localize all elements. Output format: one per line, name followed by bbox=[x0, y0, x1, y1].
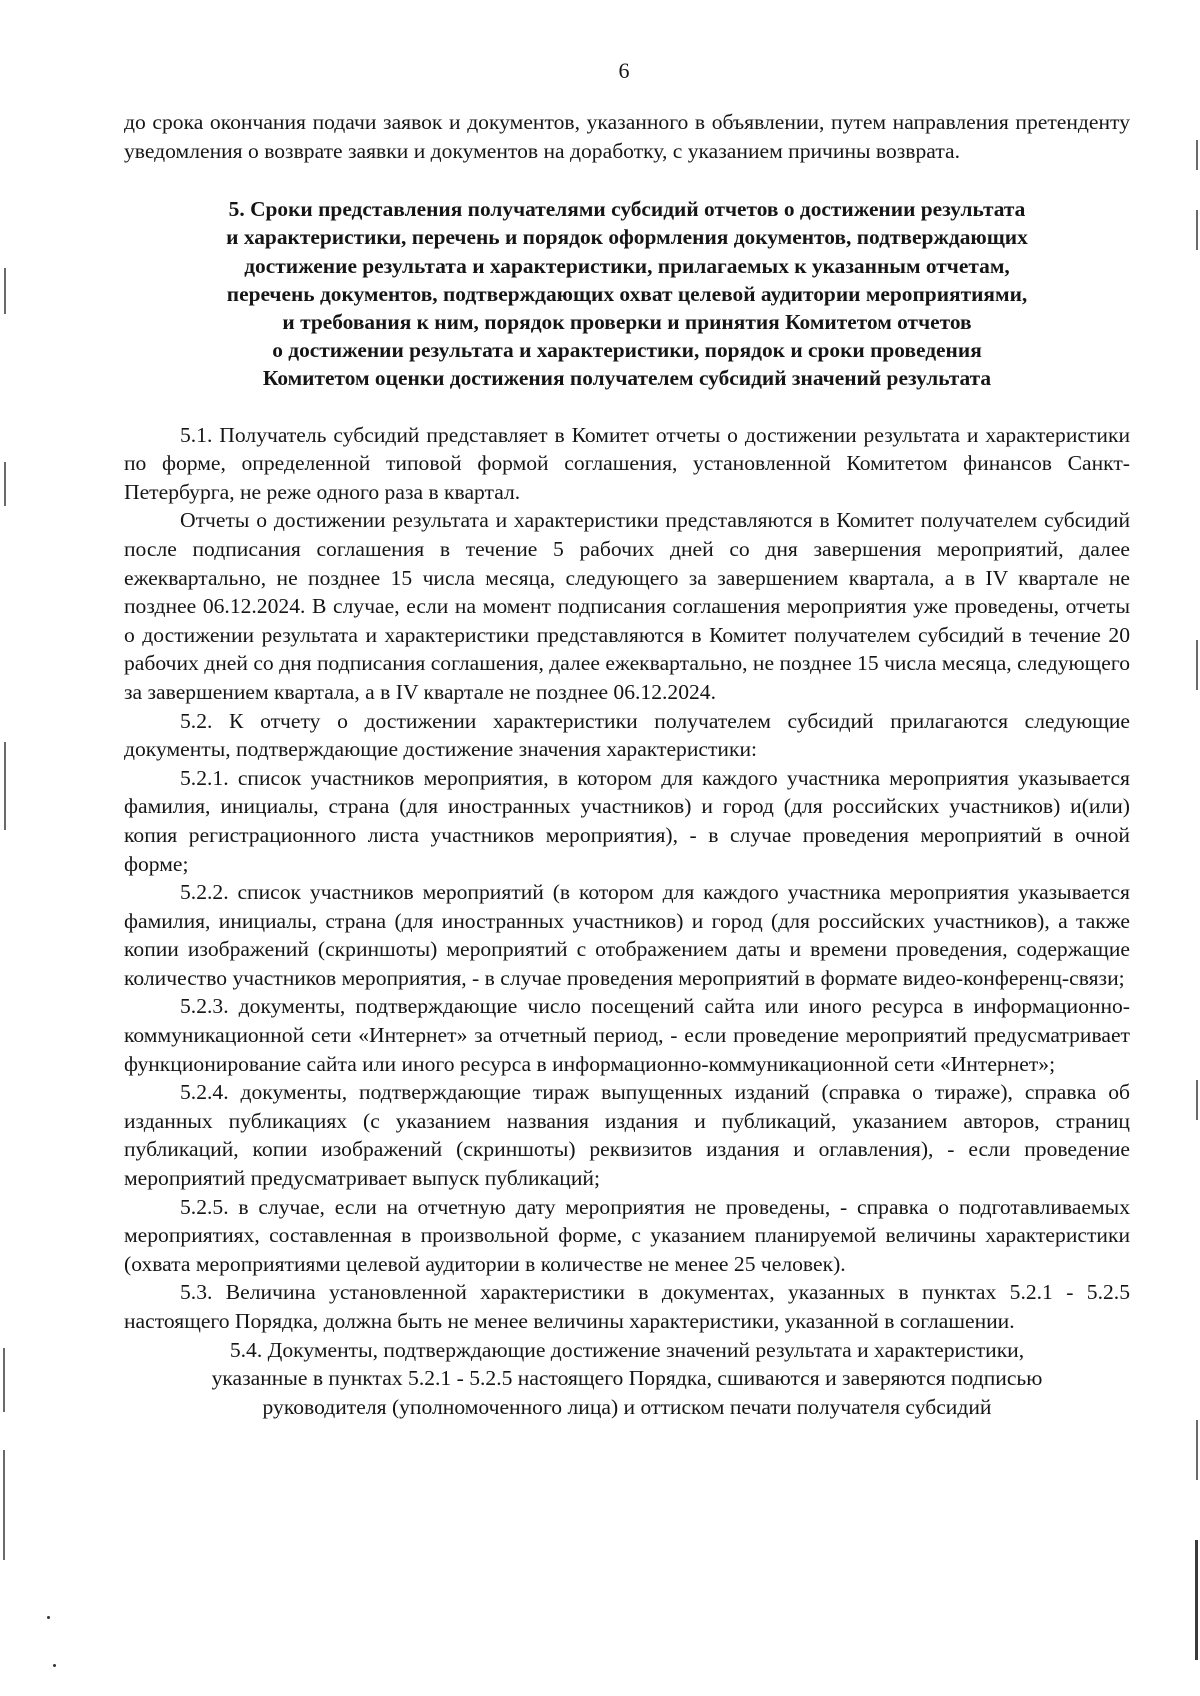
paragraph-5-2-4: 5.2.4. документы, подтверждающие тираж выпущенных изданий (справка о тираже), справка об изданных публикациях (с указанием названия издания и публикаций, указанием авторов, страниц публикаций, копии изображений (скриншоты) реквизитов издания и оглавления), - если проведение мероприятий предусматривает выпуск публикаций; bbox=[124, 1080, 1130, 1191]
scan-edge-mark bbox=[1196, 1080, 1198, 1120]
scan-edge-mark bbox=[4, 462, 6, 506]
paragraph-5-4: 5.4. Документы, подтверждающие достижение значений результата и характеристики, указанные в пунктах 5.2.1 - 5.2.5 настоящего Порядка, сшиваются и заверяются подписью руководителя (уполномоченного лица) и оттиском печати получателя субсидий bbox=[211, 1337, 1043, 1419]
scan-edge-mark bbox=[3, 1348, 5, 1412]
section-heading-line: перечень документов, подтверждающих охват целевой аудитории мероприятиями, bbox=[226, 281, 1028, 306]
intro-paragraph: до срока окончания подачи заявок и документов, указанного в объявлении, путем направления претенденту уведомления о возврате заявки и документов на доработку, с указанием причины возврата. bbox=[124, 110, 1130, 163]
paragraph-5-3: 5.3. Величина установленной характеристики в документах, указанных в пунктах 5.2.1 - 5.2.5 настоящего Порядка, должна быть не менее величины характеристики, указанной в соглашении. bbox=[124, 1280, 1130, 1334]
document-body bbox=[124, 108, 1130, 1421]
scan-edge-mark bbox=[1195, 1540, 1198, 1660]
scan-dot bbox=[47, 1616, 50, 1619]
scan-edge-mark bbox=[1196, 210, 1198, 250]
scan-edge-mark bbox=[1196, 140, 1198, 170]
paragraph-5-1-reports: Отчеты о достижении результата и характеристики представляются в Комитет получателем субсидий после подписания соглашения в течение 5 рабочих дней со дня завершения мероприятий, далее ежеквартально, не позднее 15 числа месяца, следующего за завершением квартала, а в IV квартале не позднее 06.12.2024. В случае, если на момент подписания соглашения мероприятия уже проведены, отчеты о достижении результата и характеристики представляются в Комитет получателем субсидий в течение 20 рабочих дней со дня подписания соглашения, далее ежеквартально, не позднее 15 числа месяца, следующего за завершением квартала, а в IV квартале не позднее 06.12.2024. bbox=[124, 508, 1130, 704]
paragraph-5-2-5: 5.2.5. в случае, если на отчетную дату мероприятия не проведены, - справка о подготавливаемых мероприятиях, составленная в произвольной форме, с указанием планируемой величины характеристики (охвата мероприятиями целевой аудитории в количестве не менее 25 человек). bbox=[124, 1194, 1130, 1276]
paragraph-5-1: 5.1. Получатель субсидий представляет в Комитет отчеты о достижении результата и характеристики по форме, определенной типовой формой соглашения, установленной Комитетом финансов Санкт-Петербурга, не реже одного раза в квартал. bbox=[124, 422, 1130, 504]
scan-dot bbox=[53, 1664, 56, 1667]
paragraph-5-2-2: 5.2.2. список участников мероприятий (в котором для каждого участника мероприятия указывается фамилия, инициалы, страна (для иностранных участников) и город (для российских участников), а также копии изображений (скриншоты) мероприятий с отображением даты и времени проведения, содержащие количество участников мероприятия, - в случае проведения мероприятий в формате видео-конференц-связи; bbox=[124, 880, 1130, 990]
section-heading-line: о достижении результата и характеристики, порядок и сроки проведения bbox=[272, 338, 982, 363]
paragraph-5-2-3: 5.2.3. документы, подтверждающие число посещений сайта или иного ресурса в информационно-коммуникационной сети «Интернет» за отчетный период, - если проведение мероприятий предусматривает функционирование сайта или иного ресурса в информационно-коммуникационной сети «Интернет»; bbox=[124, 994, 1130, 1076]
section-heading-line: 5. Сроки представления получателями субсидий отчетов о достижении результата bbox=[228, 197, 1026, 222]
scan-edge-mark bbox=[1196, 640, 1198, 690]
section-heading-line: Комитетом оценки достижения получателем субсидий значений результата bbox=[262, 366, 992, 391]
section-heading-line: и характеристики, перечень и порядок оформления документов, подтверждающих bbox=[226, 225, 1028, 250]
scan-edge-mark bbox=[4, 742, 6, 830]
section-heading-line: и требования к ним, порядок проверки и принятия Комитетом отчетов bbox=[282, 310, 972, 334]
paragraph-5-2: 5.2. К отчету о достижении характеристики получателем субсидий прилагаются следующие документы, подтверждающие достижение значения характеристики: bbox=[124, 708, 1130, 762]
page-number: 6 bbox=[618, 58, 630, 83]
scan-edge-mark bbox=[1196, 1420, 1198, 1480]
section-heading bbox=[124, 195, 1130, 392]
section-heading-line: достижение результата и характеристики, прилагаемых к указанным отчетам, bbox=[244, 253, 1010, 278]
scan-edge-mark bbox=[3, 1450, 5, 1560]
scan-edge-mark bbox=[4, 268, 6, 314]
paragraph-5-2-1: 5.2.1. список участников мероприятия, в котором для каждого участника мероприятия указывается фамилия, инициалы, страна (для иностранных участников) и город (для российских участников) и(или) копия регистрационного листа участников мероприятия), - в случае проведения мероприятий в очной форме; bbox=[124, 765, 1130, 876]
